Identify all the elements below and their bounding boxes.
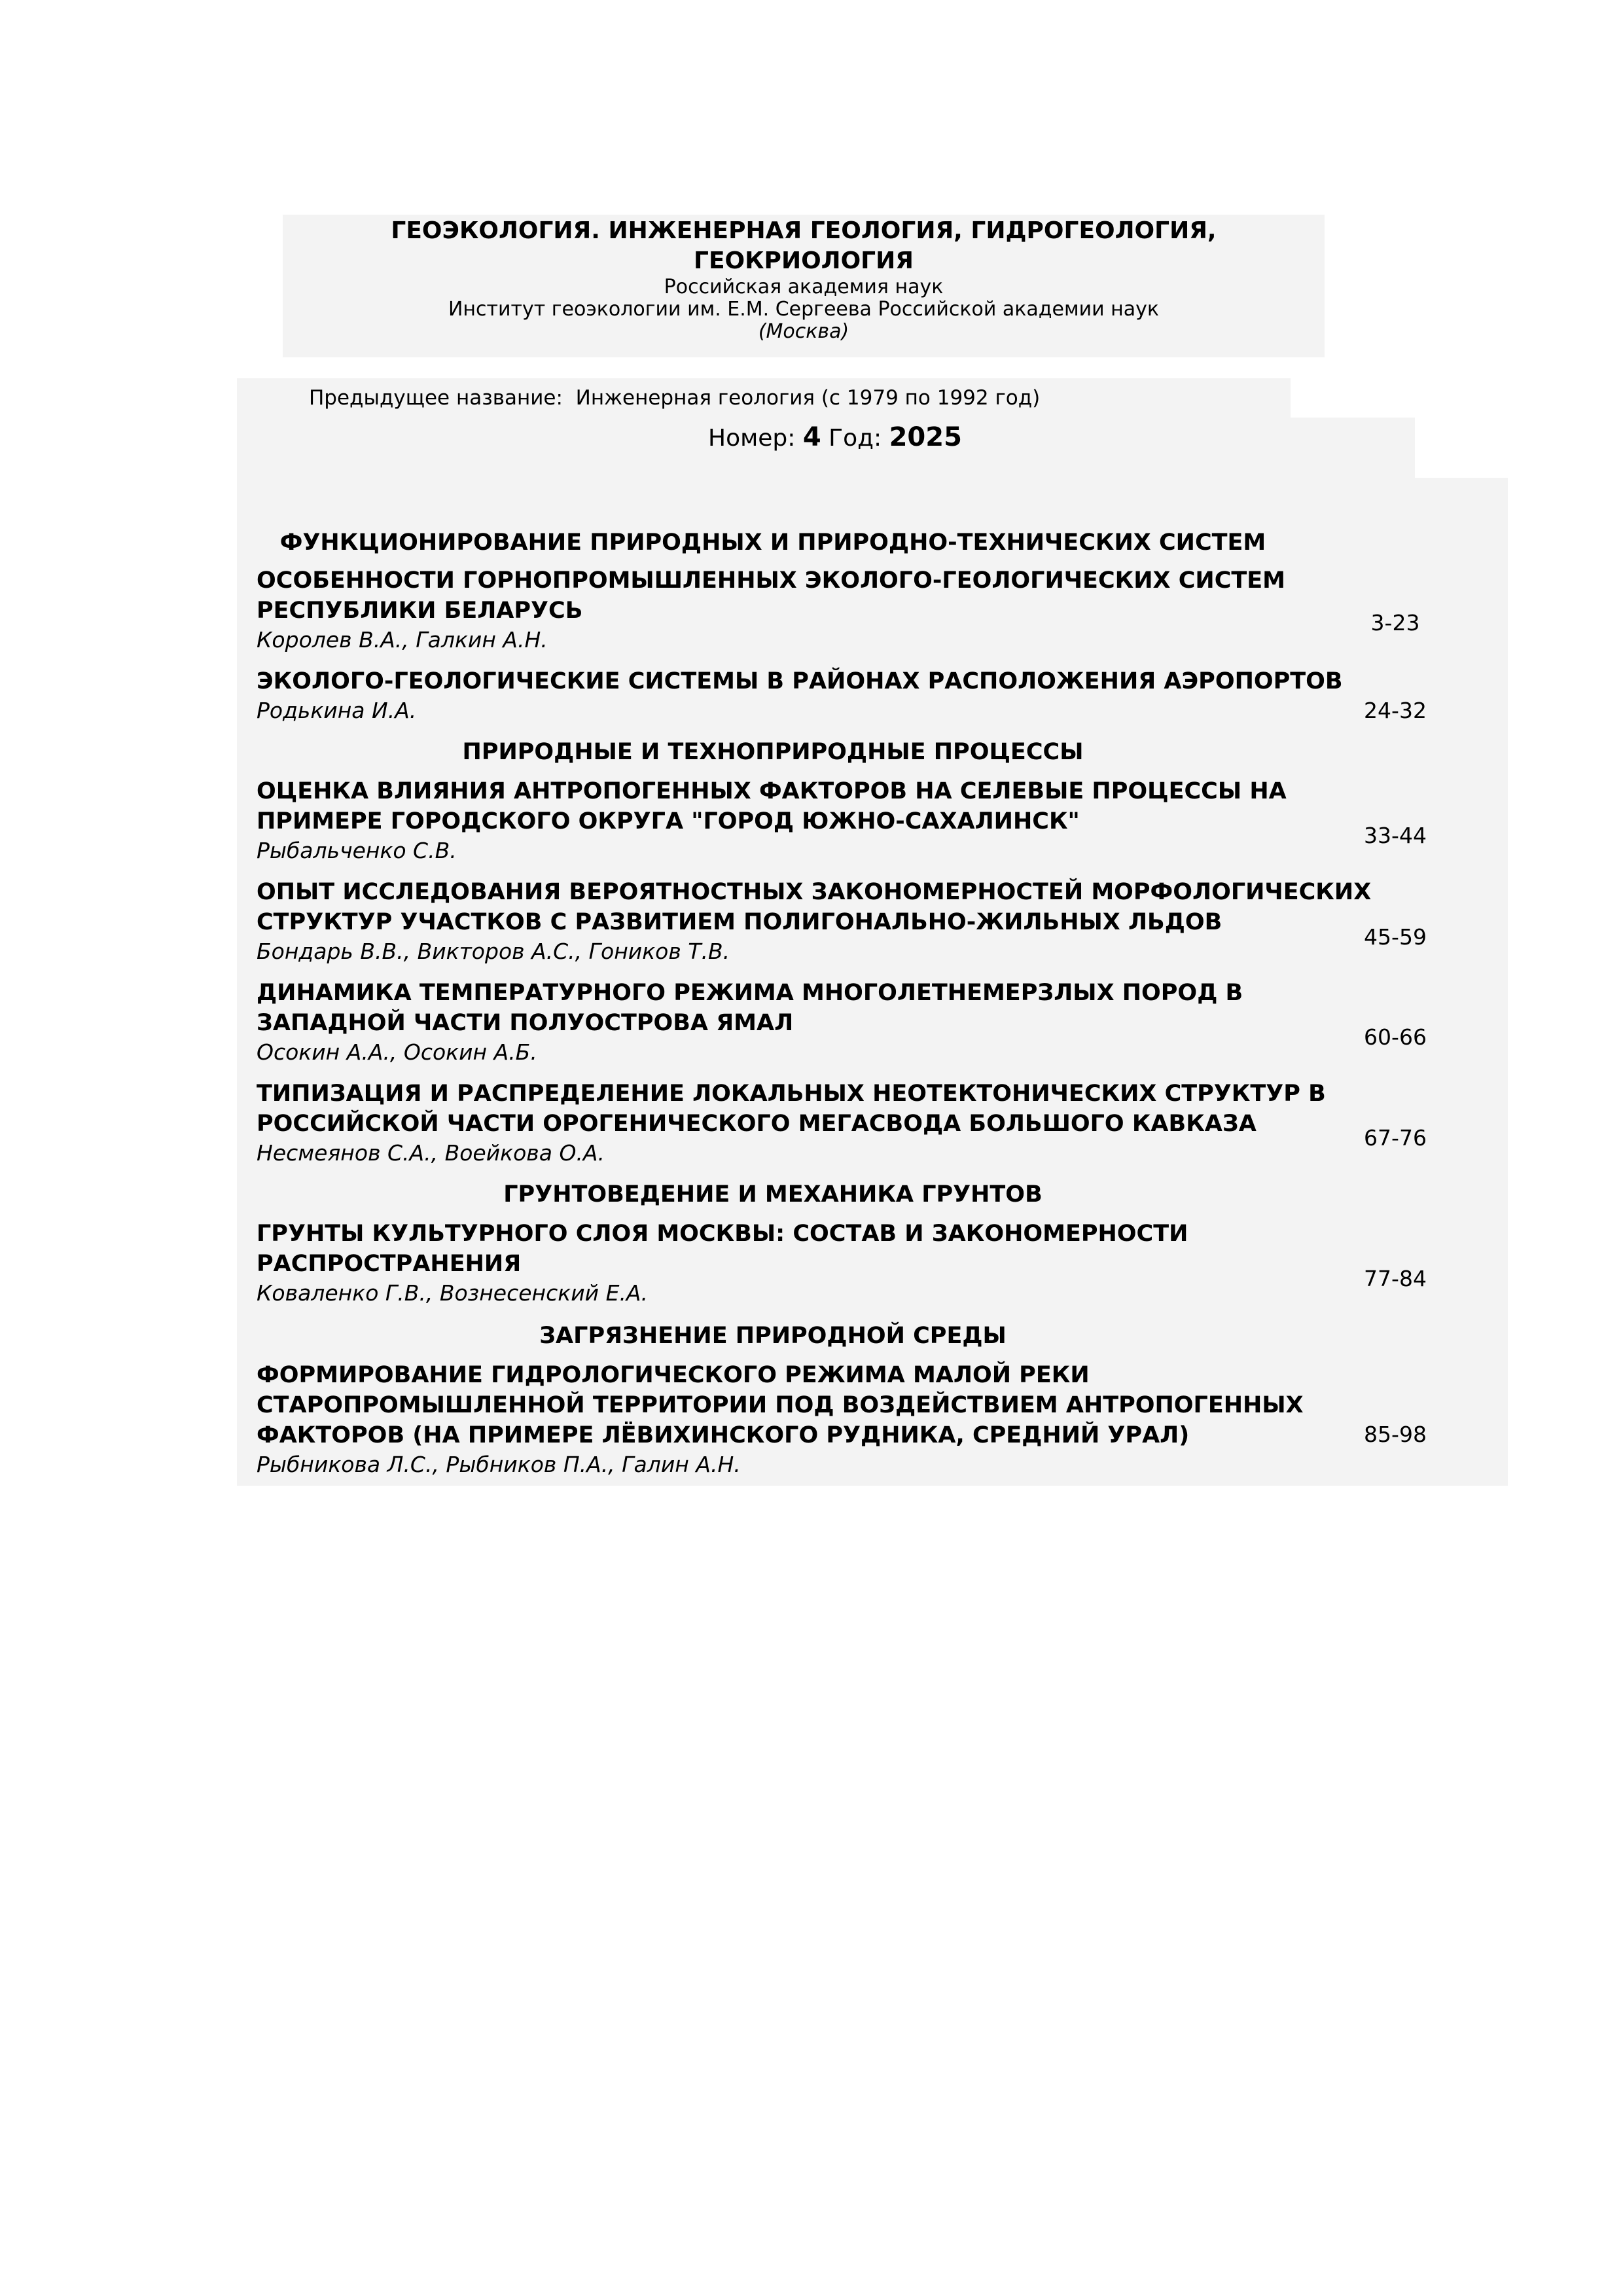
article-pages: 67-76 xyxy=(1364,1125,1427,1151)
issue-info xyxy=(708,420,962,456)
section-heading: ЗАГРЯЗНЕНИЕ ПРИРОДНОЙ СРЕДЫ xyxy=(539,1323,1007,1349)
article-entry[interactable] xyxy=(257,1219,1565,1308)
article-pages: 33-44 xyxy=(1364,823,1427,848)
article-title: ОЦЕНКА ВЛИЯНИЯ АНТРОПОГЕННЫХ ФАКТОРОВ НА СЕЛЕВЫЕ ПРОЦЕССЫ НА xyxy=(257,778,1287,804)
issue-year: 2025 xyxy=(889,422,962,452)
issue-year-label: Год: xyxy=(829,425,882,452)
issue-number: 4 xyxy=(802,422,821,452)
article-pages: 24-32 xyxy=(1364,698,1427,723)
article-title: ГРУНТЫ КУЛЬТУРНОГО СЛОЯ МОСКВЫ: СОСТАВ И ЗАКОНОМЕРНОСТИ xyxy=(257,1221,1188,1247)
article-authors: Осокин А.А., Осокин А.Б. xyxy=(257,1039,537,1065)
article-authors: Родькина И.А. xyxy=(257,698,417,723)
journal-title-line: ГЕОКРИОЛОГИЯ xyxy=(694,247,914,274)
article-title: ОСОБЕННОСТИ ГОРНОПРОМЫШЛЕННЫХ ЭКОЛОГО-ГЕОЛОГИЧЕСКИХ СИСТЕМ xyxy=(257,567,1285,594)
previous-name-value: Инженерная геология (с 1979 по 1992 год) xyxy=(575,386,1041,410)
article-title: ФОРМИРОВАНИЕ ГИДРОЛОГИЧЕСКОГО РЕЖИМА МАЛОЙ РЕКИ xyxy=(257,1362,1090,1388)
table-of-contents xyxy=(237,478,1508,1486)
section-heading: ПРИРОДНЫЕ И ТЕХНОПРИРОДНЫЕ ПРОЦЕССЫ xyxy=(462,739,1084,765)
article-title: ДИНАМИКА ТЕМПЕРАТУРНОГО РЕЖИМА МНОГОЛЕТНЕМЕРЗЛЫХ ПОРОД В xyxy=(257,980,1243,1006)
article-title: ОПЫТ ИССЛЕДОВАНИЯ ВЕРОЯТНОСТНЫХ ЗАКОНОМЕРНОСТЕЙ МОРФОЛОГИЧЕСКИХ xyxy=(257,879,1372,905)
article-authors: Несмеянов С.А., Воейкова О.А. xyxy=(257,1140,605,1166)
article-entry[interactable] xyxy=(257,1360,1565,1479)
article-title: СТАРОПРОМЫШЛЕННОЙ ТЕРРИТОРИИ ПОД ВОЗДЕЙСТВИЕМ АНТРОПОГЕННЫХ xyxy=(257,1392,1304,1418)
article-entry[interactable] xyxy=(257,776,1565,865)
previous-name-label: Предыдущее название: xyxy=(309,386,563,410)
section-heading: ГРУНТОВЕДЕНИЕ И МЕХАНИКА ГРУНТОВ xyxy=(503,1181,1043,1208)
article-authors: Коваленко Г.В., Вознесенский Е.А. xyxy=(257,1280,648,1306)
article-pages: 60-66 xyxy=(1364,1024,1427,1050)
journal-title xyxy=(283,216,1325,276)
article-authors: Рыбникова Л.С., Рыбников П.А., Галин А.Н. xyxy=(257,1452,741,1477)
issue-box xyxy=(237,418,1415,478)
article-pages: 77-84 xyxy=(1364,1266,1427,1291)
article-authors: Королев В.А., Галкин А.Н. xyxy=(257,627,548,653)
city: (Москва) xyxy=(758,320,849,343)
article-entry[interactable] xyxy=(257,877,1565,966)
article-title: СТРУКТУР УЧАСТКОВ С РАЗВИТИЕМ ПОЛИГОНАЛЬНО-ЖИЛЬНЫХ ЛЬДОВ xyxy=(257,909,1222,935)
previous-name-box xyxy=(237,378,1291,418)
article-title: РЕСПУБЛИКИ БЕЛАРУСЬ xyxy=(257,598,583,624)
article-title: ФАКТОРОВ (НА ПРИМЕРЕ ЛЁВИХИНСКОГО РУДНИКА, СРЕДНИЙ УРАЛ) xyxy=(257,1422,1190,1448)
article-pages: 85-98 xyxy=(1364,1422,1427,1447)
journal-title-line: ГЕОЭКОЛОГИЯ. ИНЖЕНЕРНАЯ ГЕОЛОГИЯ, ГИДРОГЕОЛОГИЯ, xyxy=(391,217,1217,244)
article-entry[interactable] xyxy=(257,1079,1565,1168)
section-heading: ФУНКЦИОНИРОВАНИЕ ПРИРОДНЫХ И ПРИРОДНО-ТЕХНИЧЕСКИХ СИСТЕМ xyxy=(279,529,1266,556)
article-title: ТИПИЗАЦИЯ И РАСПРЕДЕЛЕНИЕ ЛОКАЛЬНЫХ НЕОТЕКТОНИЧЕСКИХ СТРУКТУР В xyxy=(257,1081,1326,1107)
article-pages: 45-59 xyxy=(1364,924,1427,950)
article-authors: Рыбальченко С.В. xyxy=(257,838,457,863)
previous-name xyxy=(309,385,1040,411)
article-title: ЗАПАДНОЙ ЧАСТИ ПОЛУОСТРОВА ЯМАЛ xyxy=(257,1010,794,1036)
article-title: РОССИЙСКОЙ ЧАСТИ ОРОГЕНИЧЕСКОГО МЕГАСВОДА БОЛЬШОГО КАВКАЗА xyxy=(257,1111,1257,1137)
article-title: РАСПРОСТРАНЕНИЯ xyxy=(257,1251,522,1277)
publisher: Российская академия наук xyxy=(664,276,944,298)
article-authors: Бондарь В.В., Викторов А.С., Гоников Т.В. xyxy=(257,939,730,964)
journal-header xyxy=(283,215,1325,357)
article-title: ЭКОЛОГО-ГЕОЛОГИЧЕСКИЕ СИСТЕМЫ В РАЙОНАХ РАСПОЛОЖЕНИЯ АЭРОПОРТОВ xyxy=(257,668,1343,694)
article-entry[interactable] xyxy=(257,978,1565,1067)
article-title: ПРИМЕРЕ ГОРОДСКОГО ОКРУГА "ГОРОД ЮЖНО-САХАЛИНСК" xyxy=(257,808,1080,834)
institute: Институт геоэкологии им. Е.М. Сергеева Российской академии наук xyxy=(448,298,1160,321)
issue-number-label: Номер: xyxy=(708,425,796,452)
article-pages: 3-23 xyxy=(1370,610,1420,636)
